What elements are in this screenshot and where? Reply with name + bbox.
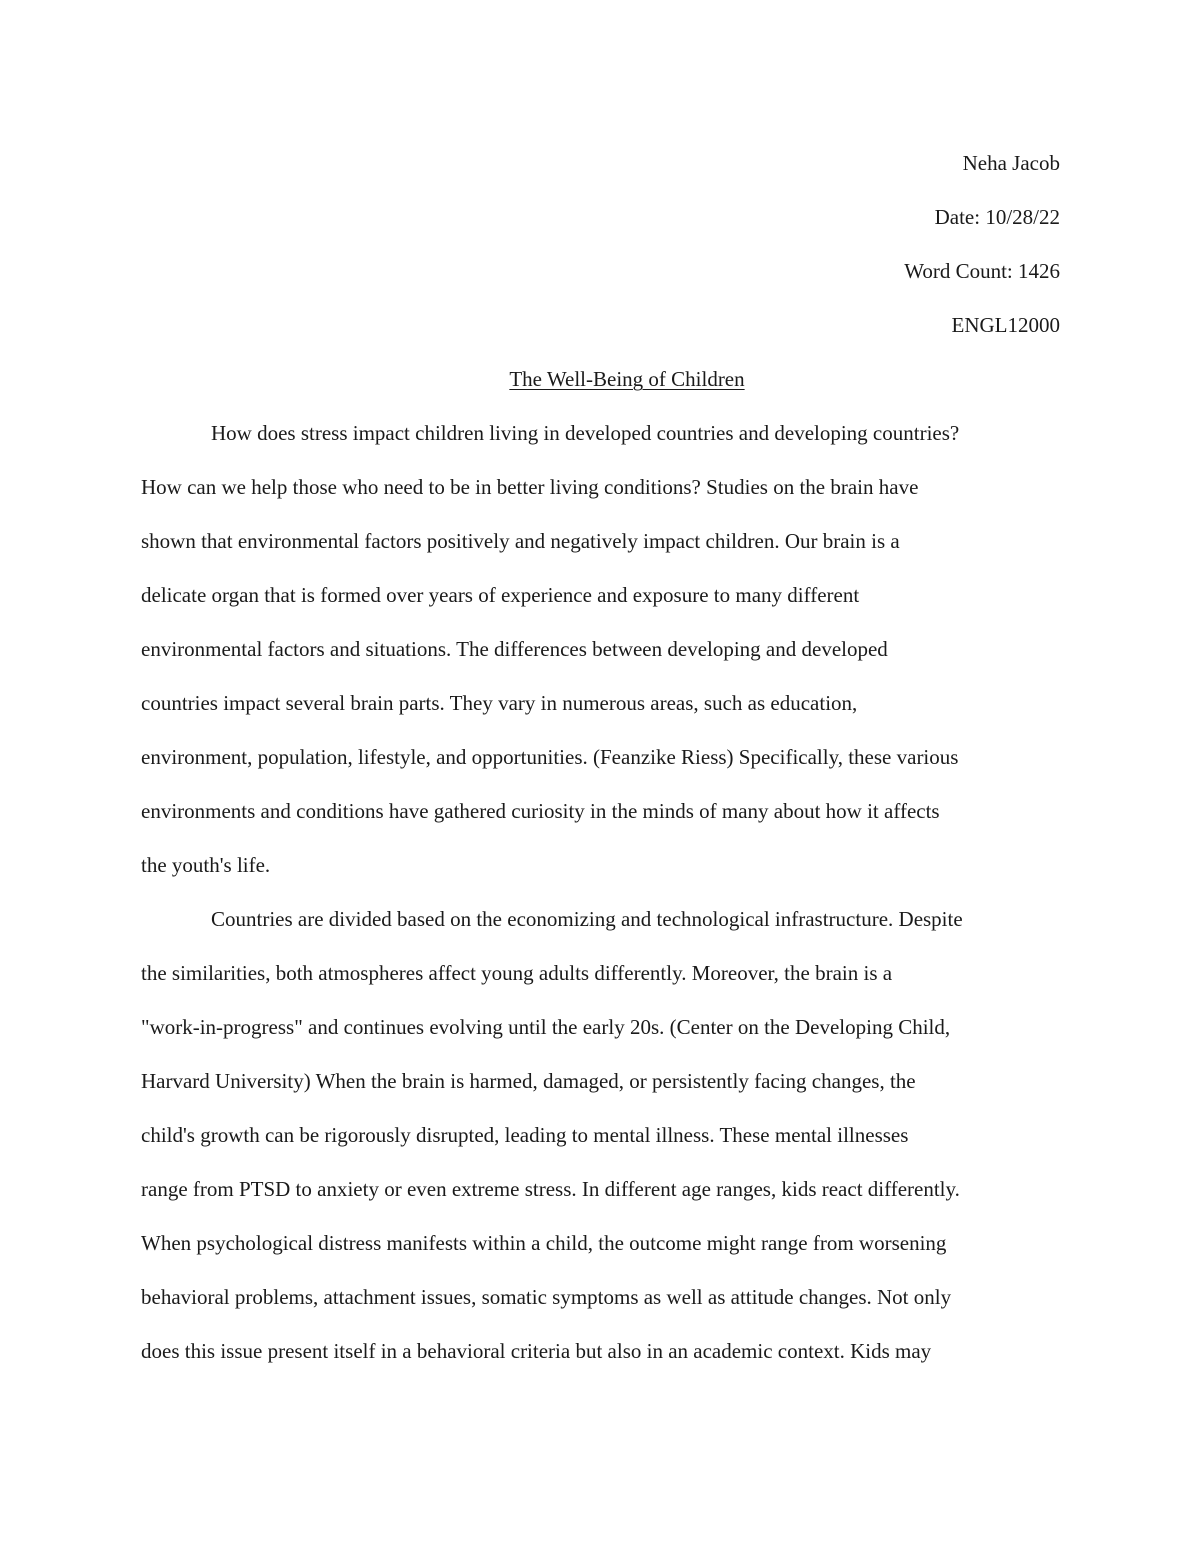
body-text: [141, 406, 1063, 1378]
text-line: delicate organ that is formed over years of experience and exposure to many different: [141, 583, 860, 607]
text-line: When psychological distress manifests within a child, the outcome might range from worsening: [141, 1231, 947, 1255]
text-line: How can we help those who need to be in better living conditions? Studies on the brain have: [141, 475, 919, 499]
text-line: the similarities, both atmospheres affect young adults differently. Moreover, the brain is a: [141, 961, 893, 985]
text-line: child's growth can be rigorously disrupted, leading to mental illness. These mental illnesses: [141, 1123, 909, 1147]
author-name: Neha Jacob: [962, 151, 1060, 175]
text-line: does this issue present itself in a behavioral criteria but also in an academic context. Kids may: [141, 1339, 932, 1363]
text-line: How does stress impact children living in developed countries and developing countries?: [211, 421, 960, 445]
text-line: environment, population, lifestyle, and opportunities. (Feanzike Riess) Specifically, these various: [141, 745, 959, 769]
word-count-line: Word Count: 1426: [904, 259, 1060, 283]
date-line: Date: 10/28/22: [934, 205, 1060, 229]
text-line: countries impact several brain parts. They vary in numerous areas, such as education,: [141, 691, 858, 715]
text-line: "work-in-progress" and continues evolving until the early 20s. (Center on the Developing Child,: [141, 1015, 951, 1039]
text-line: shown that environmental factors positively and negatively impact children. Our brain is a: [141, 529, 900, 553]
text-line: Countries are divided based on the economizing and technological infrastructure. Despite: [211, 907, 963, 931]
text-line: environments and conditions have gathered curiosity in the minds of many about how it affects: [141, 799, 940, 823]
text-line: environmental factors and situations. The differences between developing and developed: [141, 637, 888, 661]
document-title: The Well-Being of Children: [509, 367, 745, 391]
text-line: behavioral problems, attachment issues, somatic symptoms as well as attitude changes. Not only: [141, 1285, 952, 1309]
text-line: the youth's life.: [141, 853, 271, 877]
header-block: [904, 136, 1060, 352]
text-line: range from PTSD to anxiety or even extreme stress. In different age ranges, kids react differently.: [141, 1177, 960, 1201]
course-line: ENGL12000: [951, 313, 1060, 337]
text-line: Harvard University) When the brain is harmed, damaged, or persistently facing changes, the: [141, 1069, 916, 1093]
